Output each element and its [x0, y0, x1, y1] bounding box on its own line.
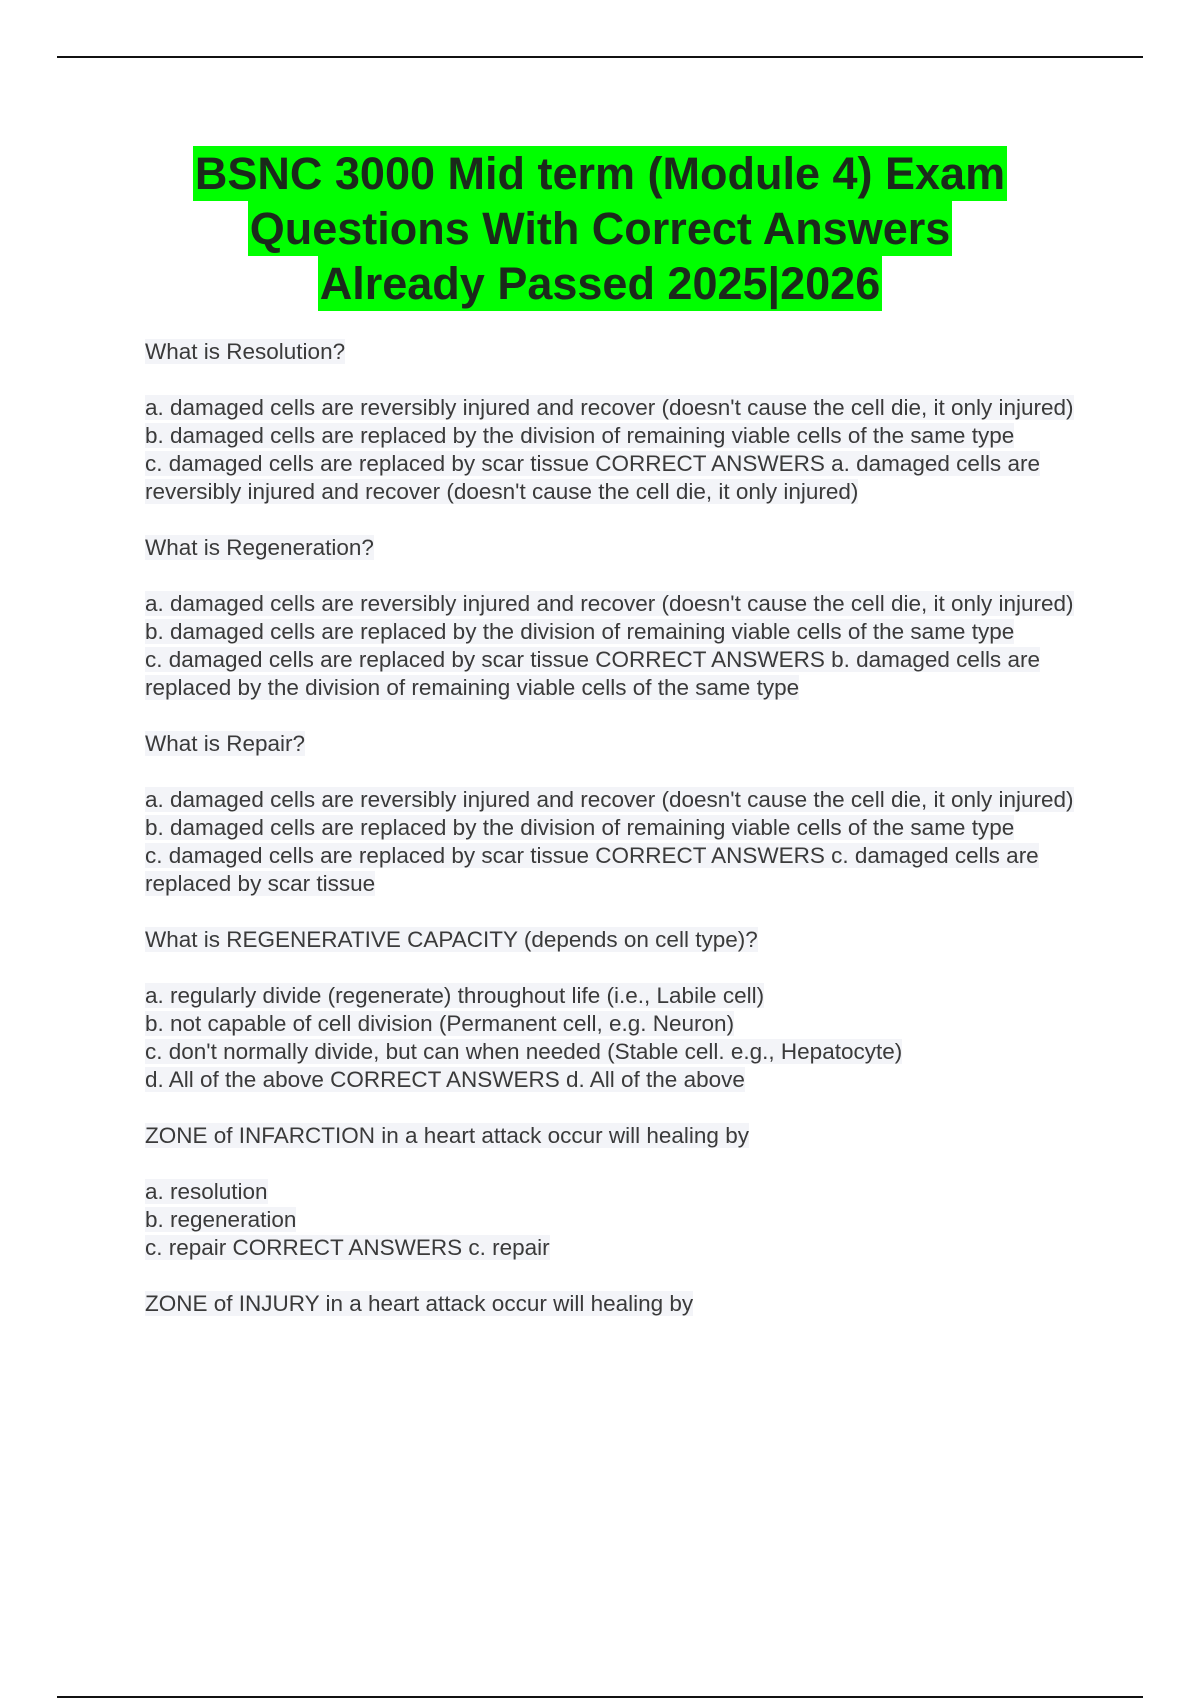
question-4: [145, 926, 1080, 954]
question-5-options: [145, 1178, 1080, 1262]
questions-list: [145, 338, 1080, 1346]
question-6: [145, 1290, 1080, 1318]
option: b. not capable of cell division (Permanent cell, e.g. Neuron): [145, 1011, 735, 1036]
question-3-options: [145, 786, 1080, 898]
bottom-rule: [57, 1696, 1143, 1698]
question-1-options: [145, 394, 1080, 506]
option: a. regularly divide (regenerate) throughout life (i.e., Labile cell): [145, 983, 765, 1008]
question-4-options: [145, 982, 1080, 1094]
option-with-answer: c. damaged cells are replaced by scar tissue CORRECT ANSWERS b. damaged cells are replaced by the division of remaining viable cells of the same type: [145, 647, 1040, 700]
option: a. damaged cells are reversibly injured and recover (doesn't cause the cell die, it only injured): [145, 591, 1074, 616]
option: a. damaged cells are reversibly injured and recover (doesn't cause the cell die, it only injured): [145, 395, 1074, 420]
question-text: ZONE of INFARCTION in a heart attack occur will healing by: [145, 1123, 749, 1148]
option-with-answer: c. repair CORRECT ANSWERS c. repair: [145, 1235, 550, 1260]
question-1: [145, 338, 1080, 366]
option: b. damaged cells are replaced by the division of remaining viable cells of the same type: [145, 619, 1015, 644]
question-3: [145, 730, 1080, 758]
question-text: ZONE of INJURY in a heart attack occur will healing by: [145, 1291, 694, 1316]
question-text: What is REGENERATIVE CAPACITY (depends on cell type)?: [145, 927, 758, 952]
question-text: What is Repair?: [145, 731, 306, 756]
question-2-options: [145, 590, 1080, 702]
top-rule: [57, 56, 1143, 58]
question-5: [145, 1122, 1080, 1150]
question-text: What is Regeneration?: [145, 535, 374, 560]
question-text: What is Resolution?: [145, 339, 346, 364]
option: b. damaged cells are replaced by the division of remaining viable cells of the same type: [145, 815, 1015, 840]
option: a. resolution: [145, 1179, 268, 1204]
option-with-answer: c. damaged cells are replaced by scar tissue CORRECT ANSWERS a. damaged cells are reversibly injured and recover (doesn't cause the cell die, it only injured): [145, 451, 1040, 504]
question-2: [145, 534, 1080, 562]
title-line: Already Passed 2025|2026: [319, 258, 881, 309]
document-title: [100, 146, 1100, 311]
option: b. regeneration: [145, 1207, 297, 1232]
title-line: Questions With Correct Answers: [249, 203, 951, 254]
option: b. damaged cells are replaced by the division of remaining viable cells of the same type: [145, 423, 1015, 448]
option: c. don't normally divide, but can when needed (Stable cell. e.g., Hepatocyte): [145, 1039, 903, 1064]
title-line: BSNC 3000 Mid term (Module 4) Exam: [194, 148, 1006, 199]
option-with-answer: d. All of the above CORRECT ANSWERS d. All of the above: [145, 1067, 745, 1092]
option-with-answer: c. damaged cells are replaced by scar tissue CORRECT ANSWERS c. damaged cells are replaced by scar tissue: [145, 843, 1039, 896]
option: a. damaged cells are reversibly injured and recover (doesn't cause the cell die, it only injured): [145, 787, 1074, 812]
